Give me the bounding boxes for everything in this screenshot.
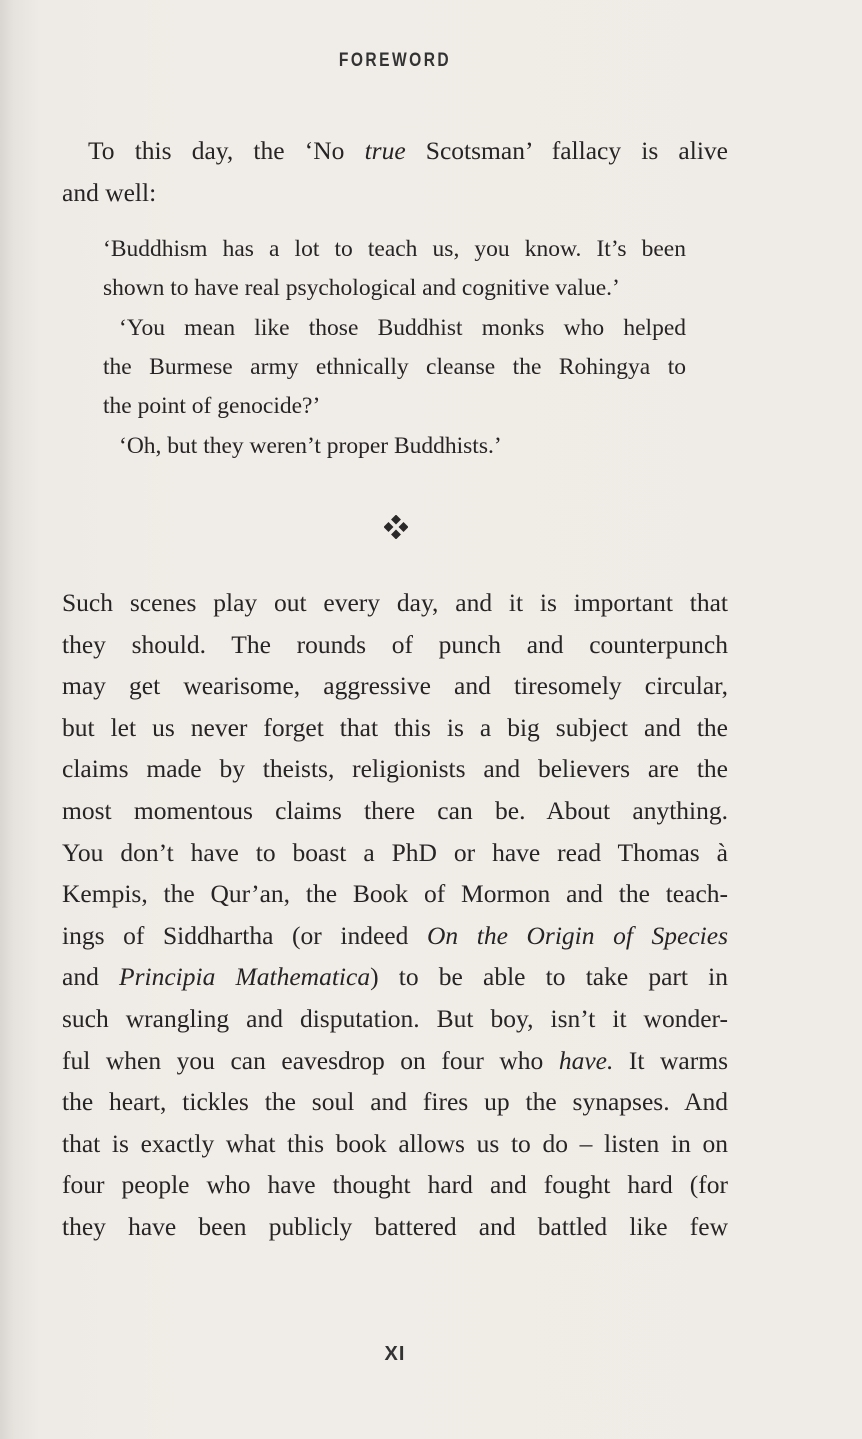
text-line (62, 1212, 728, 1242)
text-run: most momentous claims there can be. About anything. (62, 796, 728, 825)
running-header: FOREWORD (338, 50, 452, 71)
italic-text: Principia Mathematica (119, 962, 371, 992)
text-run: and (62, 962, 120, 992)
text-line (62, 1170, 728, 1200)
italic-text: On the Origin of Species (426, 920, 729, 950)
text-run: ‘Buddhism has a lot to teach us, you know. It’s been (103, 236, 686, 262)
text-run: they should. The rounds of punch and counterpunch (62, 629, 728, 659)
text-run: ‘You mean like those Buddhist monks who helped (119, 314, 686, 341)
text-line (103, 354, 686, 381)
text-line (103, 275, 620, 302)
text-run: but let us never forget that this is a big subject and the (62, 712, 728, 742)
text-line (88, 136, 728, 166)
text-run: ‘Oh, but they weren’t proper Buddhists.’ (119, 432, 502, 459)
text-line (62, 796, 728, 826)
text-run: claims made by theists, religionists and believers are the (62, 754, 728, 784)
text-line (62, 921, 728, 951)
text-line (62, 879, 728, 909)
text-run: ) to be able to take part in (370, 962, 729, 992)
text-line (62, 178, 156, 208)
text-run: and well: (62, 178, 157, 207)
text-line (62, 1004, 728, 1034)
text-line (62, 1046, 728, 1076)
text-run: shown to have real psychological and cognitive value.’ (103, 275, 620, 302)
text-run: they have been publicly battered and battled like few (62, 1212, 728, 1241)
text-line (62, 1129, 728, 1159)
text-line (103, 393, 320, 420)
text-line (62, 630, 728, 660)
text-run: You don’t have to boast a PhD or have read Thomas à (62, 837, 728, 867)
text-run: ful when you can eavesdrop on four who (62, 1045, 559, 1075)
italic-text: have. (558, 1045, 614, 1075)
text-line (62, 1087, 728, 1117)
text-run: that is exactly what this book allows us to do – listen in on (62, 1128, 728, 1158)
text-line (62, 713, 728, 743)
text-line (62, 754, 728, 784)
diamond-fleuron-icon (384, 515, 408, 539)
text-run: four people who have thought hard and fought hard (for (62, 1170, 728, 1200)
text-run: To this day, the ‘No (88, 136, 365, 165)
text-line (62, 962, 728, 992)
page-number: XI (384, 1343, 406, 1365)
text-run: ings of Siddhartha (or indeed (62, 920, 427, 950)
text-line (62, 588, 728, 618)
text-run: the heart, tickles the soul and fires up the synapses. And (62, 1087, 728, 1117)
text-run: Kempis, the Qur’an, the Book of Mormon and the teach- (62, 879, 728, 909)
text-run: the point of genocide?’ (103, 393, 321, 420)
text-line (62, 671, 728, 701)
italic-text: true (364, 136, 406, 165)
text-run: It warms (613, 1045, 728, 1075)
text-run: may get wearisome, aggressive and tiresomely circular, (62, 671, 728, 701)
text-run: Such scenes play out every day, and it is important that (62, 588, 728, 617)
text-line (62, 838, 728, 868)
text-line (119, 315, 686, 342)
text-run: such wrangling and disputation. But boy, isn’t it wonder- (62, 1004, 728, 1033)
text-run: the Burmese army ethnically cleanse the Rohingya to (103, 353, 686, 380)
text-line (103, 236, 686, 263)
text-run: Scotsman’ fallacy is alive (405, 136, 728, 165)
text-line (119, 433, 502, 460)
